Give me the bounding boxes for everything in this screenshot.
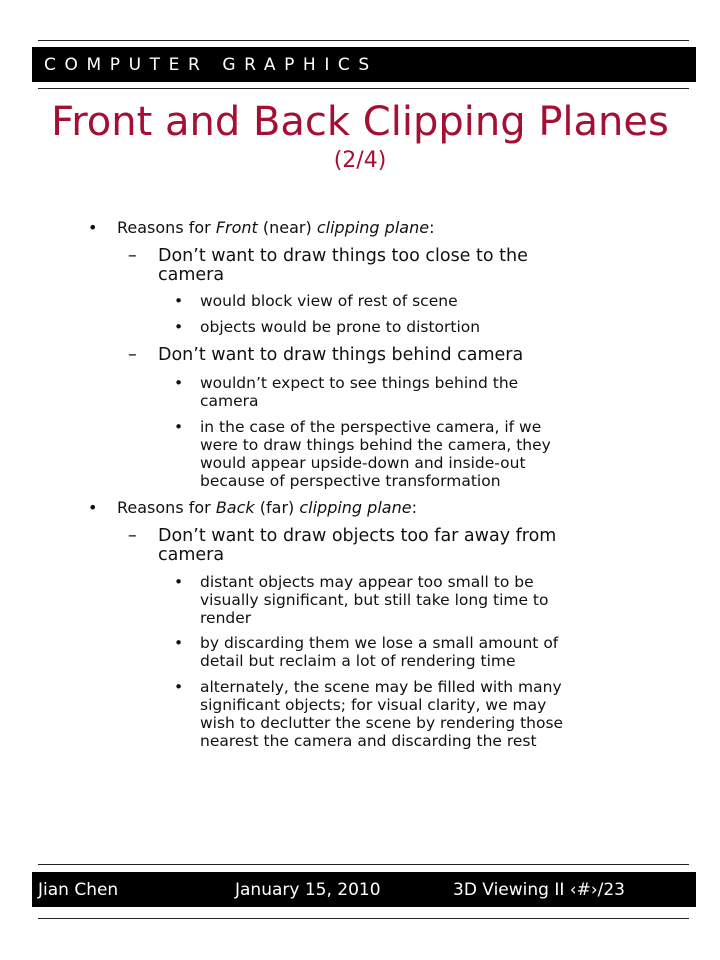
top-rule [38, 40, 689, 41]
list-item: Don’t want to draw things behind camera [158, 345, 524, 365]
footer-date: January 15, 2010 [235, 880, 381, 900]
bullet-marker: • [174, 678, 184, 696]
list-item: Don’t want to draw things too close to the camera [158, 246, 528, 285]
footer-author: Jian Chen [38, 880, 119, 900]
list-item: alternately, the scene may be filled with many significant objects; for visual clarity, we may wish to declutter the scene by rendering those nearest the camera and discarding the rest [200, 678, 564, 750]
list-item: by discarding them we lose a small amount of detail but reclaim a lot of rendering time [200, 634, 559, 670]
header-bar [32, 47, 696, 82]
footer-bottom-rule [38, 918, 689, 919]
section-heading-back: Reasons for Back (far) clipping plane: [117, 498, 417, 517]
course-header: COMPUTER GRAPHICS [44, 55, 378, 75]
dash-marker: – [128, 526, 137, 546]
bullet-marker: • [174, 573, 184, 591]
list-item: in the case of the perspective camera, if we were to draw things behind the camera, they would appear upside-down and inside-out because of perspective transformation [200, 418, 551, 490]
bullet-marker: • [174, 374, 184, 392]
bullet-marker: • [174, 292, 184, 310]
section-heading-front: Reasons for Front (near) clipping plane: [117, 218, 435, 237]
list-item: would block view of rest of scene [200, 292, 458, 310]
footer-top-rule [38, 864, 689, 865]
bullet-marker: • [174, 418, 184, 436]
bullet-marker: • [88, 498, 98, 517]
bullet-marker: • [88, 218, 98, 237]
header-rule [38, 88, 689, 89]
footer-bar [32, 872, 696, 907]
list-item: objects would be prone to distortion [200, 318, 481, 336]
slide-title: Front and Back Clipping Planes [51, 99, 669, 145]
bullet-marker: • [174, 318, 184, 336]
dash-marker: – [128, 345, 137, 365]
slide-subtitle: (2/4) [333, 148, 387, 173]
list-item: Don’t want to draw objects too far away from camera [158, 526, 557, 565]
list-item: wouldn’t expect to see things behind the camera [200, 374, 519, 410]
list-item: distant objects may appear too small to be visually significant, but still take long time to render [200, 573, 549, 627]
footer-topic: 3D Viewing II ‹#›/23 [453, 880, 625, 900]
bullet-marker: • [174, 634, 184, 652]
dash-marker: – [128, 246, 137, 266]
